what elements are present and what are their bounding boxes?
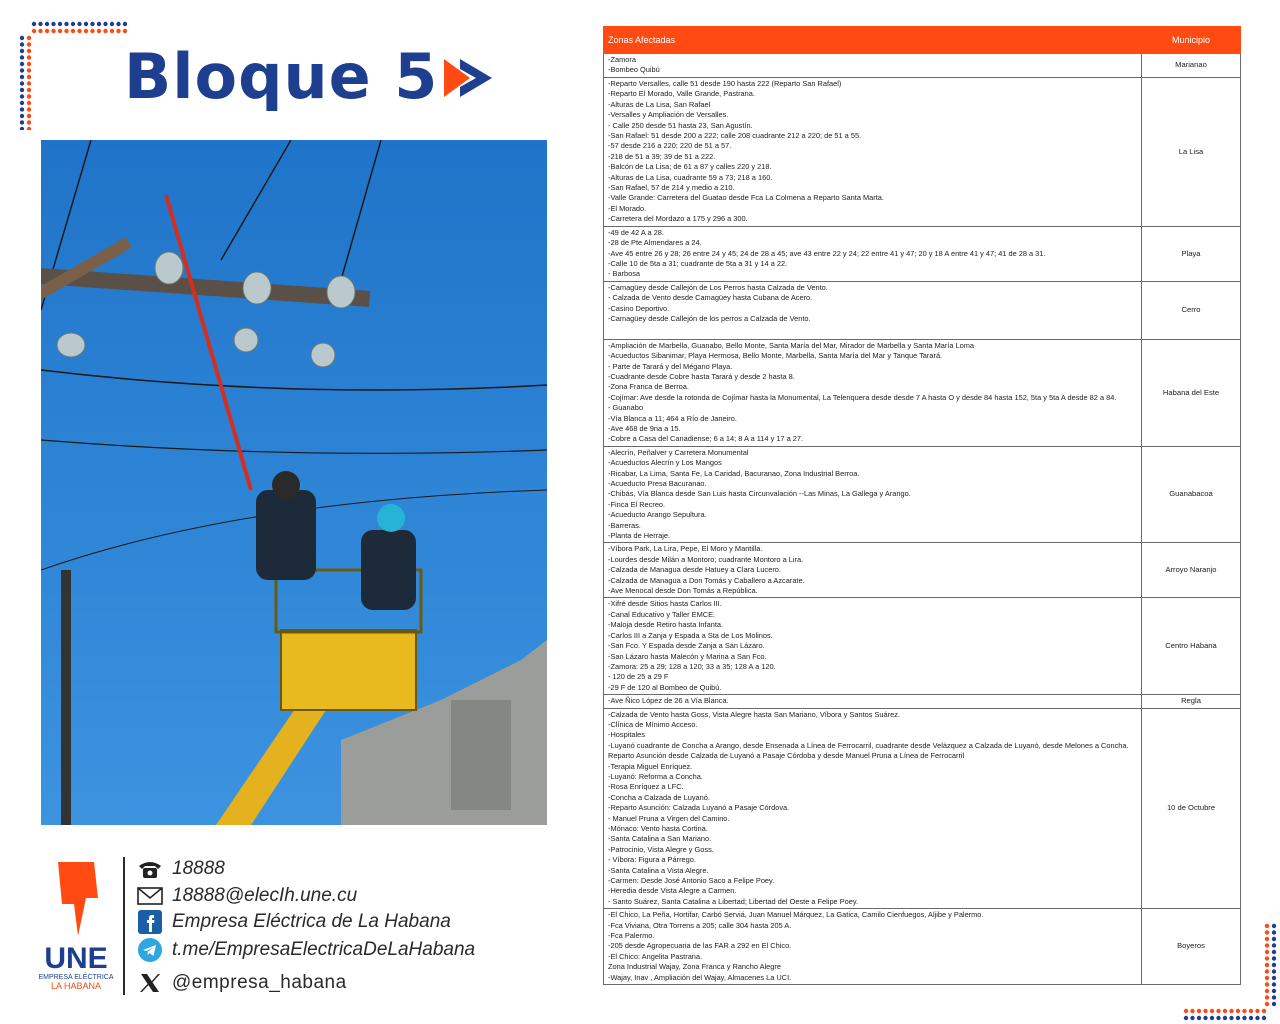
zona-line: -Calzada de Managua desde Hatuey a Clara Lucero. <box>608 565 781 575</box>
divider-line <box>123 857 125 995</box>
contact-email[interactable] <box>136 884 357 908</box>
zona-line: -Ricabar, La Lima, Santa Fe, La Caridad, Bacuranao, Zona Industrial Berroa. <box>608 468 860 478</box>
logo-sub1: EMPRESA ELÉCTRICA <box>38 974 114 981</box>
zona-line: -San Rafael, 57 de 214 y medio a 210. <box>608 183 735 193</box>
table-row <box>604 695 1241 708</box>
zona-line: -Acueducto Arango Sepultura. <box>608 510 707 520</box>
zona-line: -Patrocinio, Vista Alegre y Goss. <box>608 844 714 854</box>
column-header-municipio: Municipio <box>1142 27 1241 54</box>
zona-line: -Mónaco: Vento hasta Cortina. <box>608 824 708 833</box>
zona-line: -Cobre a Casa del Canadiense; 6 a 14; 8 A a 114 y 17 a 27. <box>608 434 804 444</box>
x-handle: @empresa_habana <box>172 972 347 993</box>
zona-line: -Fca Palermo. <box>608 931 655 941</box>
zona-line: - Manuel Pruna a Virgen del Camino. <box>608 813 730 823</box>
zona-line: Zona Industrial Wajay, Zona Franca y Rancho Alegre <box>608 962 781 972</box>
photo-linemen-on-bucket-truck <box>41 140 547 825</box>
zona-line: -Valle Grande: Carretera del Guatao desde Fca La Colmena a Reparto Santa Marta. <box>608 193 884 203</box>
zona-line: - Guanabo <box>608 403 643 413</box>
zona-line: -Carretera del Mordazo a 175 y 296 a 300. <box>608 214 748 224</box>
zonas-cell <box>604 695 1142 708</box>
municipio-cell: Habana del Este <box>1142 339 1241 446</box>
zona-line: -Concha a Calzada de Luyanó. <box>608 792 710 802</box>
municipio-cell: Playa <box>1142 226 1241 281</box>
municipio-cell: La Lisa <box>1142 78 1241 227</box>
zona-line: - Víbora: Figura a Párrego. <box>608 855 696 865</box>
zona-line: - 120 de 25 a 29 F <box>608 672 669 682</box>
zona-line: -Casino Deportivo. <box>608 303 670 313</box>
zona-line: -Terapia Miguel Enríquez. <box>608 761 693 771</box>
zona-line: -Ampliación de Marbella, Guanabo, Bello Monte, Santa María del Mar, Mirador de Marbella y Santa María Loma <box>608 340 975 350</box>
zona-line: -Calzada de Vento hasta Goss, Vista Alegre hasta San Mariano, Víbora y Santos Suárez. <box>608 709 900 719</box>
municipio-cell: Marianao <box>1142 54 1241 78</box>
zonas-cell <box>604 339 1142 446</box>
une-logo <box>38 858 114 994</box>
table-row <box>604 281 1241 339</box>
zona-line: -Camagüey desde Callejón de los perros a Calzada de Vento. <box>608 313 811 323</box>
column-header-zonas: Zonas Afectadas <box>604 27 1142 54</box>
zona-line: -Balcón de La Lisa; de 61 a 87 y calles 220 y 218. <box>608 162 772 172</box>
zonas-cell <box>604 598 1142 695</box>
zona-line: -Alturas de La Lisa, cuadrante 59 a 73; 218 a 160. <box>608 172 773 182</box>
zona-line: -Luyanó cuadrante de Concha a Arango, desde Ensenada a Línea de Ferrocarril, cuadrante desde Velázquez a Calzada de Luyanó, desde Melones a Concha. Reparto Asunción desde Calzada de Luyanó a Pasaje Córdoba y desde Manuel Pruna a Línea de Ferrocarril <box>608 740 1129 761</box>
telegram-icon <box>136 938 164 962</box>
zona-line: -Alecrín, Peñalver y Carretera Monumental <box>608 447 749 457</box>
affected-zones-table <box>603 26 1241 985</box>
arrow-icon <box>442 57 494 99</box>
contact-facebook[interactable] <box>136 910 451 934</box>
zona-line: -57 desde 216 a 220; 220 de 51 a 57. <box>608 141 732 151</box>
zona-line: -29 F de 120 al Bombeo de Quibú. <box>608 682 722 692</box>
zona-line: -Chibás, Vía Blanca desde San Luis hasta Circunvalación --Las Minas, La Gallega y Arango. <box>608 489 911 499</box>
zona-line: -Ave Menocal desde Don Tomás a República. <box>608 586 758 596</box>
table-row <box>604 339 1241 446</box>
municipio-cell: Arroyo Naranjo <box>1142 543 1241 598</box>
zona-line: -San Fco. Y Espada desde Zanja a San Lázaro. <box>608 641 765 651</box>
zona-line: -Reparto Asunción: Calzada Luyanó a Pasaje Córdova. <box>608 803 790 813</box>
facebook-icon <box>136 910 164 934</box>
contact-x[interactable] <box>136 971 347 995</box>
contact-phone[interactable] <box>136 857 225 881</box>
zona-line: -Canal Educativo y Taller EMCE. <box>608 609 716 619</box>
zona-line: -Clínica de Mínimo Acceso. <box>608 719 698 729</box>
zona-line: -Barreras. <box>608 520 641 530</box>
zona-line: -Bombeo Quibú <box>608 65 660 75</box>
zona-line: -Zamora: 25 a 29; 128 a 120; 33 a 35; 128 A a 120. <box>608 661 776 671</box>
municipio-cell: Centro Habana <box>1142 598 1241 695</box>
page-title: Bloque 5 <box>124 40 439 113</box>
zona-line: -Planta de Herraje. <box>608 531 671 541</box>
zona-line: - Calzada de Vento desde Camagüey hasta Cubana de Acero. <box>608 293 813 303</box>
zona-line: -Xifré desde Sitios hasta Carlos III. <box>608 599 722 609</box>
zona-line: -Zona Franca de Berroa. <box>608 382 689 392</box>
logo-sub2: LA HABANA <box>50 981 102 991</box>
zonas-cell <box>604 909 1142 985</box>
zona-line: -Santa Catalina a Vista Alegre. <box>608 865 709 875</box>
zona-line: -Maloja desde Retiro hasta Infanta. <box>608 620 724 630</box>
municipio-cell: Guanabacoa <box>1142 446 1241 543</box>
zona-line: -Ave 45 entre 26 y 28; 26 entre 24 y 45; 24 de 28 a 45; ave 43 entre 22 y 24; 22 entre 41 y 47; 20 y 18 A entre 41 y 47; 41 de 28 a 31. <box>608 248 1046 258</box>
email-address: 18888@elecIh.une.cu <box>172 885 358 906</box>
zona-line: -Reparto Versalles, calle 51 desde 190 hasta 222 (Reparto San Rafael) <box>608 79 842 88</box>
zona-line: -El Chico, La Peña, Hortifar, Carbó Serviá, Juan Manuel Márquez, La Gatica, Camilo Cienfuegos, Aljibe y Palermo. <box>608 910 984 920</box>
zona-line: - Barbosa <box>608 269 641 279</box>
zona-line: -Acueductos Alecrín y Los Mangos <box>608 458 722 468</box>
table-row <box>604 598 1241 695</box>
zona-line: -49 de 42 A a 28. <box>608 227 664 237</box>
zona-line: -Camagüey desde Callejón de Los Perros hasta Calzada de Vento. <box>608 282 828 292</box>
zona-line: -28 de Pte Almendares a 24. <box>608 238 702 248</box>
zona-line: -San Lázaro hasta Malecón y Marina a San Fco. <box>608 651 767 661</box>
table-row <box>604 226 1241 281</box>
zona-line: -Carlos III a Zanja y Espada a Sta de Los Molinos. <box>608 630 773 640</box>
zona-line: - Parte de Tarará y del Mégano Playa. <box>608 361 733 371</box>
zona-line: -Calle 10 de 5ta a 31; cuadrante de 5ta a 31 y 14 a 22. <box>608 258 788 268</box>
zonas-cell <box>604 446 1142 543</box>
zona-line: -Versalles y Ampliación de Versalles. <box>608 110 729 120</box>
zona-line: -Carmen: Desde José Antonio Saco a Felipe Poey. <box>608 876 775 886</box>
zonas-cell <box>604 543 1142 598</box>
municipio-cell: Boyeros <box>1142 909 1241 985</box>
zona-line: -Zamora <box>608 55 636 64</box>
zona-line: -Luyanó: Reforma a Concha. <box>608 771 703 781</box>
zona-line: -Alturas de La Lisa, San Rafael <box>608 99 711 109</box>
zona-line: -Ave 468 de 9na a 15. <box>608 423 681 433</box>
phone-number: 18888 <box>172 858 225 879</box>
table-header-row <box>604 27 1241 54</box>
table-row <box>604 708 1241 909</box>
phone-icon <box>136 857 164 881</box>
zonas-cell <box>604 78 1142 227</box>
table-row <box>604 54 1241 78</box>
zona-line: -Cuadrante desde Cobre hasta Tarará y desde 2 hasta 8. <box>608 371 795 381</box>
table-row <box>604 446 1241 543</box>
zonas-cell <box>604 708 1142 909</box>
zona-line: -San Rafael: 51 desde 200 a 222; calle 208 cuadrante 212 a 220; de 51 a 55. <box>608 131 862 141</box>
zona-line: -205 desde Agropecuaria de las FAR a 292 en El Chico. <box>608 941 792 951</box>
zona-line: -El Chico: Angelita Pastrana. <box>608 951 703 961</box>
table-row <box>604 78 1241 227</box>
contact-telegram[interactable] <box>136 938 475 962</box>
zona-line: - Calle 250 desde 51 hasta 23, San Agustín. <box>608 120 753 130</box>
zona-line: -Víbora Park, La Lira, Pepe, El Moro y Mantilla. <box>608 544 763 554</box>
zona-line: -Ave Ñico López de 26 a Vía Blanca. <box>608 696 729 706</box>
logo-une-text: UNE <box>44 942 108 975</box>
zona-line: -Lourdes desde Milán a Montoro; cuadrante Montoro a Lira. <box>608 554 804 564</box>
zona-line: -Heredia desde Vista Alegre a Carmen. <box>608 886 737 896</box>
table-row <box>604 909 1241 985</box>
zona-line: -218 de 51 a 39; 39 de 51 a 222. <box>608 151 716 161</box>
municipio-cell: Cerro <box>1142 281 1241 339</box>
facebook-name: Empresa Eléctrica de La Habana <box>172 911 451 932</box>
x-icon <box>136 971 164 995</box>
zona-line: -Wajay, Inav , Ampliación del Wajay, Almacenes La UCI. <box>608 972 792 982</box>
zona-line: -Cojímar: Ave desde la rotonda de Cojímar hasta la Monumental, La Telenquera desde desde 7 A hasta O y desde 84 hasta 152, 5ta y 5ta A desde 82 a 84. <box>608 392 1117 402</box>
zona-line: -Hospitales <box>608 730 645 740</box>
table-row <box>604 543 1241 598</box>
zonas-cell <box>604 226 1142 281</box>
zona-line: -Calzada de Managua a Don Tomás y Caballero a Azcarate. <box>608 575 805 585</box>
zona-line: -Reparto El Morado, Valle Grande, Pastrana. <box>608 89 755 99</box>
zona-line: -Rosa Enríquez a LFC. <box>608 782 684 792</box>
telegram-link: t.me/EmpresaElectricaDeLaHabana <box>172 939 476 960</box>
zonas-cell <box>604 54 1142 78</box>
zona-line: -Fca Viviana, Otra Torrens a 205; calle 304 hasta 205 A. <box>608 920 792 930</box>
zona-line: - Santo Suárez, Santa Catalina a Libertad; Libertad del Oeste a Felipe Poey. <box>608 896 859 906</box>
zonas-cell <box>604 281 1142 339</box>
zona-line: -Santa Catalina a San Mariano. <box>608 834 712 844</box>
municipio-cell: 10 de Octubre <box>1142 708 1241 909</box>
municipio-cell: Regla <box>1142 695 1241 708</box>
zona-line: -Acueducto Presa Bacuranao. <box>608 479 707 488</box>
zona-line: -Acueductos Sibanimar, Playa Hermosa, Bello Monte, Marbella, Santa María del Mar y Tanque Tarará. <box>608 351 943 361</box>
zona-line: -Vía Blanca a 11; 464 a Río de Janeiro. <box>608 413 737 423</box>
zona-line: -El Morado. <box>608 203 647 213</box>
email-icon <box>136 884 164 908</box>
zona-line: -Finca El Recreo. <box>608 499 666 509</box>
dotted-frame-top-left <box>18 20 128 130</box>
